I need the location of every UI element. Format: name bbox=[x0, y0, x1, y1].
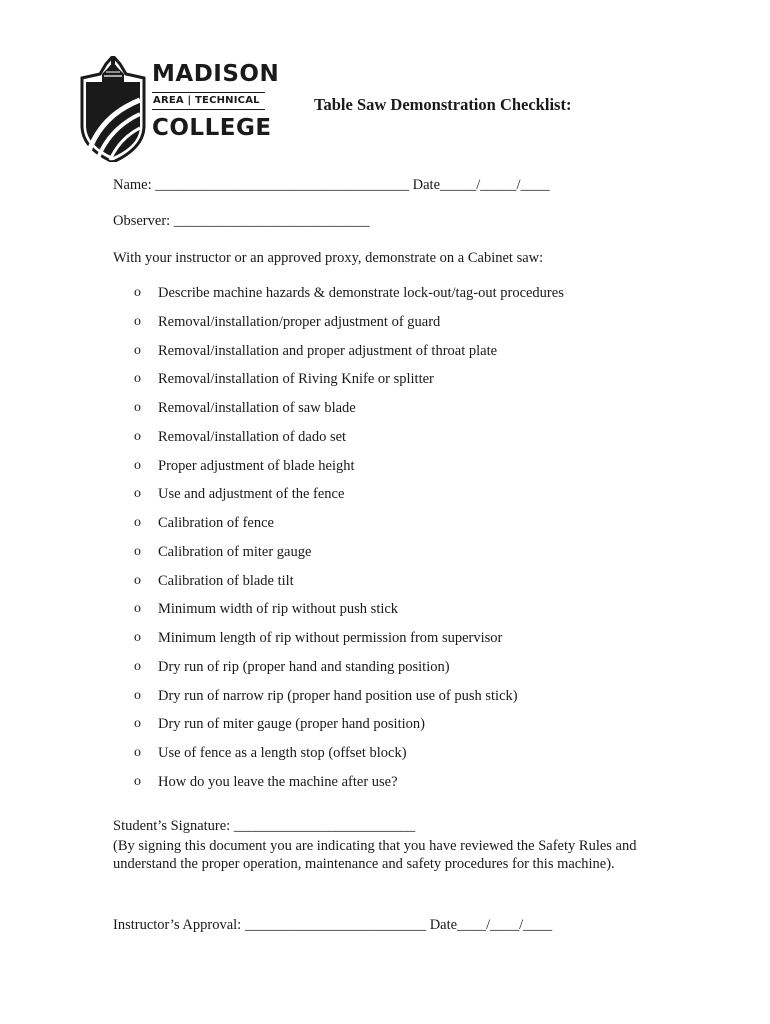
checklist-item bbox=[134, 340, 564, 369]
checklist-item bbox=[134, 656, 564, 685]
checklist-item-label: Calibration of blade tilt bbox=[158, 572, 294, 589]
bullet-icon: o bbox=[134, 457, 141, 473]
student-signature-line: Student’s Signature: _________________________ bbox=[113, 818, 416, 834]
checklist-item bbox=[134, 368, 564, 397]
checklist-item-label: Dry run of rip (proper hand and standing position) bbox=[158, 658, 450, 675]
checklist-item-label: Calibration of miter gauge bbox=[158, 543, 312, 560]
checklist-item bbox=[134, 455, 564, 484]
checklist-item-label: Removal/installation/proper adjustment of guard bbox=[158, 313, 441, 330]
checklist-item-label: Minimum length of rip without permission from supervisor bbox=[158, 630, 503, 646]
checklist bbox=[134, 282, 564, 800]
name-date-line: Name: ___________________________________ Date_____/_____/____ bbox=[113, 177, 550, 193]
checklist-item-label: Minimum width of rip without push stick bbox=[158, 601, 399, 618]
checklist-item-label: Removal/installation of dado set bbox=[158, 428, 347, 445]
checklist-item-label: Removal/installation of Riving Knife or splitter bbox=[158, 371, 434, 388]
bullet-icon: o bbox=[134, 773, 141, 789]
checklist-item-label: Dry run of miter gauge (proper hand position) bbox=[158, 716, 425, 733]
bullet-icon: o bbox=[134, 313, 141, 329]
bullet-icon: o bbox=[134, 428, 141, 444]
checklist-item-label: Use and adjustment of the fence bbox=[158, 486, 345, 503]
checklist-item bbox=[134, 598, 564, 627]
checklist-item-label: How do you leave the machine after use? bbox=[158, 773, 398, 790]
bullet-icon: o bbox=[134, 745, 141, 760]
bullet-icon: o bbox=[134, 371, 141, 387]
checklist-item-label: Removal/installation of saw blade bbox=[158, 400, 356, 416]
bullet-icon: o bbox=[134, 601, 141, 617]
observer-line: Observer: ___________________________ bbox=[113, 213, 370, 229]
document-title: Table Saw Demonstration Checklist: bbox=[314, 95, 572, 114]
bullet-icon: o bbox=[134, 630, 141, 645]
checklist-item bbox=[134, 512, 564, 541]
shield-icon bbox=[80, 56, 146, 162]
bullet-icon: o bbox=[134, 543, 141, 559]
logo-wordmark bbox=[152, 61, 280, 141]
checklist-item bbox=[134, 742, 564, 771]
bullet-icon: o bbox=[134, 658, 141, 674]
checklist-item-label: Calibration of fence bbox=[158, 515, 274, 531]
checklist-item bbox=[134, 483, 564, 512]
checklist-item bbox=[134, 771, 564, 800]
logo-line-college: COLLEGE bbox=[152, 115, 272, 141]
instructor-approval-line: Instructor’s Approval: _________________________ Date____/____/____ bbox=[113, 917, 553, 933]
bullet-icon: o bbox=[134, 572, 141, 588]
checklist-item-label: Removal/installation and proper adjustment of throat plate bbox=[158, 342, 498, 359]
bullet-icon: o bbox=[134, 716, 141, 732]
bullet-icon: o bbox=[134, 400, 141, 415]
checklist-item bbox=[134, 426, 564, 455]
checklist-item-label: Use of fence as a length stop (offset block) bbox=[158, 745, 407, 761]
logo-line-area-technical: AREA | TECHNICAL bbox=[152, 92, 265, 110]
intro-text: With your instructor or an approved proxy, demonstrate on a Cabinet saw: bbox=[113, 250, 544, 266]
logo-line-madison: MADISON bbox=[152, 61, 280, 87]
checklist-item bbox=[134, 570, 564, 599]
signature-note: (By signing this document you are indicating that you have reviewed the Safety Rules and understand the proper operation, maintenance and safety procedures for this machine). bbox=[113, 838, 637, 872]
checklist-item bbox=[134, 397, 564, 426]
checklist-item bbox=[134, 311, 564, 340]
checklist-item-label: Describe machine hazards & demonstrate lock-out/tag-out procedures bbox=[158, 285, 564, 301]
bullet-icon: o bbox=[134, 486, 141, 502]
bullet-icon: o bbox=[134, 515, 141, 530]
checklist-item bbox=[134, 685, 564, 714]
bullet-icon: o bbox=[134, 687, 141, 703]
checklist-item bbox=[134, 282, 564, 311]
checklist-item bbox=[134, 541, 564, 570]
checklist-item-label: Dry run of narrow rip (proper hand position use of push stick) bbox=[158, 687, 518, 704]
checklist-item-label: Proper adjustment of blade height bbox=[158, 457, 355, 474]
bullet-icon: o bbox=[134, 342, 141, 358]
checklist-item bbox=[134, 627, 564, 656]
college-logo bbox=[80, 56, 280, 164]
checklist-item bbox=[134, 713, 564, 742]
bullet-icon: o bbox=[134, 285, 141, 300]
